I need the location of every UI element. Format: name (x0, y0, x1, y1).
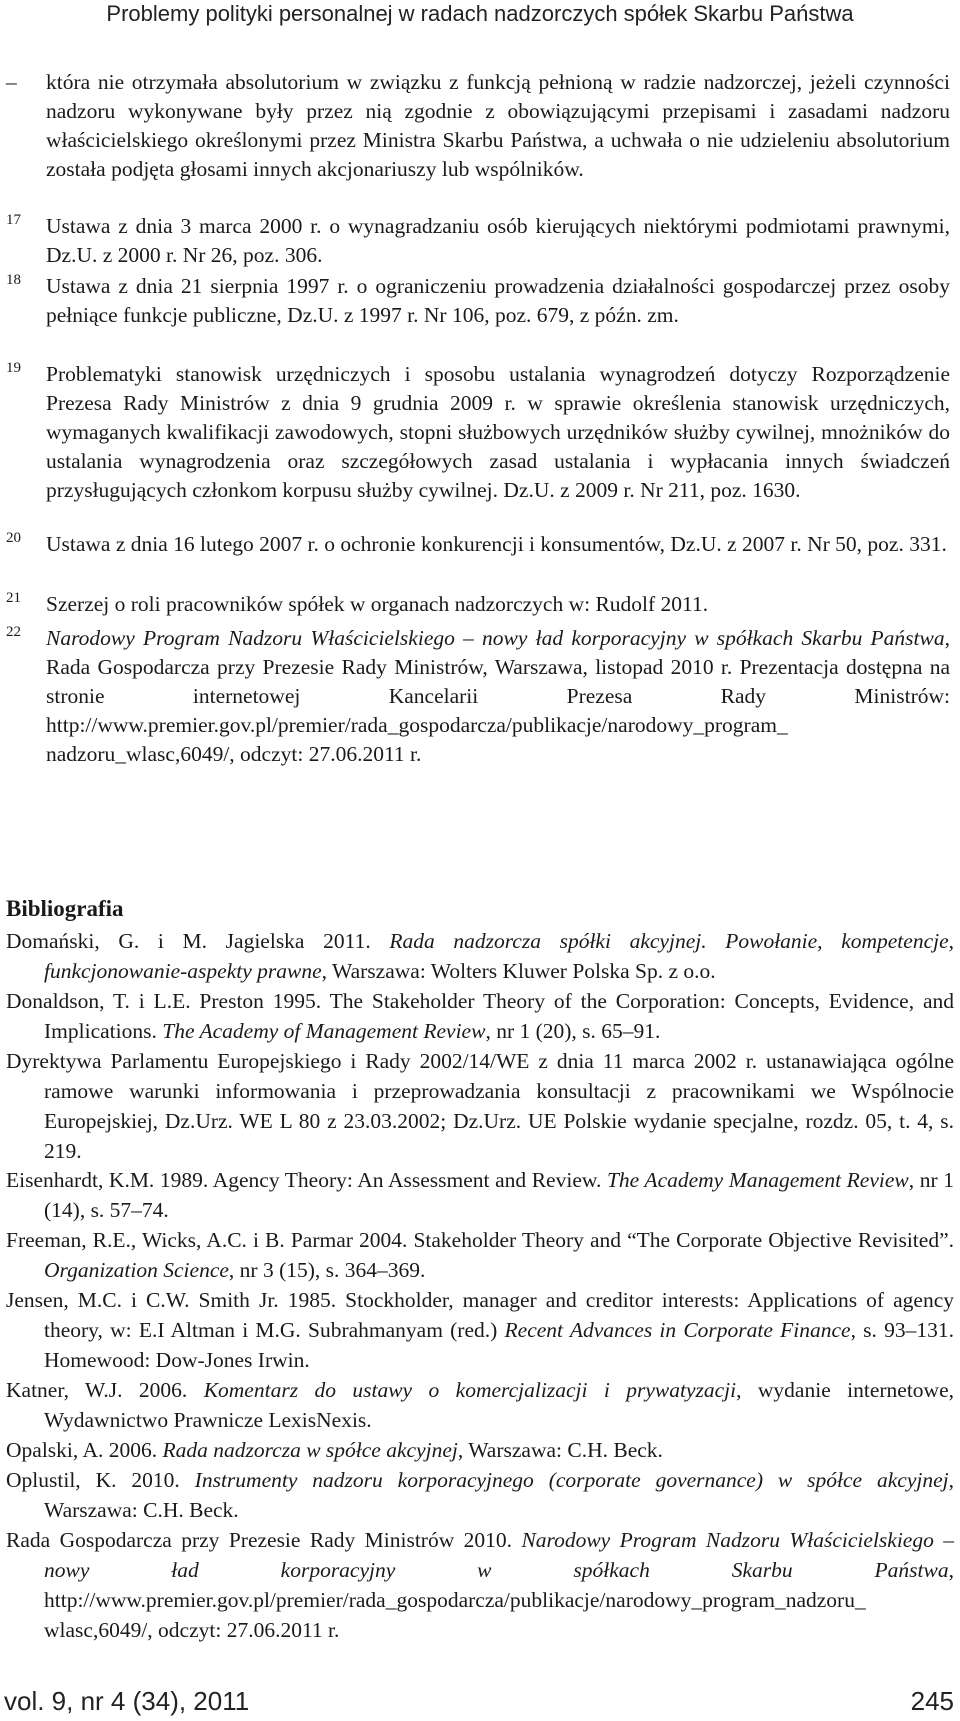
footnote-number: 17 (6, 212, 21, 228)
bib-title: Instrumenty nadzoru korporacyjnego (corporate governance) w spółce akcyjnej (194, 1468, 949, 1492)
running-header: Problemy polityki personalnej w radach nadzorczych spółek Skarbu Państwa (106, 1, 854, 26)
footnote-18 (0, 272, 960, 360)
bib-entry (6, 1525, 954, 1645)
footnote-number: 21 (6, 590, 21, 606)
bib-text: Domański, G. i M. Jagielska 2011. (6, 929, 390, 953)
bib-entry (6, 1225, 954, 1285)
footnote-19 (0, 360, 960, 530)
bib-text: , Warszawa: C.H. Beck. (457, 1438, 663, 1462)
footnote-number: 18 (6, 272, 21, 288)
footnote-21 (0, 590, 960, 620)
bib-text: Eisenhardt, K.M. 1989. Agency Theory: An Assessment and Review. (6, 1168, 607, 1192)
bib-text: Jensen, M.C. i C.W. Smith Jr. 1985. Stockholder, manager and creditor interests: Applications of agency theory, w: E.I Altman i M.G. Subrahmanyam (red.) (6, 1288, 954, 1342)
footnote-text (46, 624, 950, 769)
bib-entry (6, 1165, 954, 1225)
bib-text: Opalski, A. 2006. (6, 1438, 163, 1462)
footnote-continuation (0, 68, 960, 208)
bib-text: , s. 93–131. Homewood: Dow-Jones Irwin. (44, 1318, 955, 1372)
bib-title: The Academy of Management Review (162, 1019, 486, 1043)
footnote-22 (0, 624, 960, 766)
page-number: 245 (910, 1686, 954, 1716)
bib-text: , wydanie internetowe, Wydawnictwo Prawnicze LexisNexis. (44, 1378, 955, 1432)
footnote-rest: , Rada Gospodarcza przy Prezesie Rady Ministrów, Warszawa, listopad 2010 r. Prezentacja dostępna na stronie internetowej Kancelarii Prezesa Rady Ministrów: http://www.premier.gov.pl/premier/rada_gospodarcza/publikacje/narodowy_program_ nadzoru_wlasc,6049/, odczyt: 27.06.2011 r. (46, 626, 950, 766)
bib-entry (6, 1375, 954, 1435)
footnote-text: Ustawa z dnia 16 lutego 2007 r. o ochronie konkurencji i konsumentów, Dz.U. z 2007 r. Nr 50, poz. 331. (46, 532, 947, 556)
footnote-17 (0, 212, 960, 272)
footnote-number: 22 (6, 624, 21, 640)
bib-entry (6, 986, 954, 1046)
bib-title: Recent Advances in Corporate Finance (504, 1318, 851, 1342)
bib-title: Komentarz do ustawy o komercjalizacji i prywatyzacji (203, 1378, 737, 1402)
bib-entry (6, 1435, 954, 1465)
footnote-text: Ustawa z dnia 21 sierpnia 1997 r. o ograniczeniu prowadzenia działalności gospodarczej przez osoby pełniące funkcje publiczne, Dz.U. z 1997 r. Nr 106, poz. 679, z późn. zm. (46, 274, 950, 327)
footnote-number: 20 (6, 530, 21, 546)
footnote-dash: – (6, 70, 17, 94)
footnote-20 (0, 530, 960, 590)
bib-text: Oplustil, K. 2010. (6, 1468, 195, 1492)
bib-text: Katner, W.J. 2006. (6, 1378, 204, 1402)
footnote-number: 19 (6, 360, 21, 376)
journal-issue: vol. 9, nr 4 (34), 2011 (4, 1686, 250, 1716)
bib-title: The Academy Management Review (606, 1168, 909, 1192)
bib-text: , Warszawa: C.H. Beck. (44, 1468, 954, 1522)
footnote-text: która nie otrzymała absolutorium w związku z funkcją pełnioną w radzie nadzorczej, jeżeli czynności nadzoru wykonywane były przez nią zgodnie z obowiązującymi przepisami i zasadami nadzoru właścicielskiego określonymi przez Ministra Skarbu Państwa, a uchwała o nie udzieleniu absolutorium została podjęta głosami innych akcjonariuszy lub wspólników. (46, 70, 950, 181)
bib-entry (6, 1465, 954, 1525)
footnote-text: Szerzej o roli pracowników spółek w organach nadzorczych w: Rudolf 2011. (46, 592, 709, 616)
bib-title: Rada nadzorcza spółki akcyjnej. Powołanie, kompetencje, funkcjonowanie-aspekty prawne (44, 929, 955, 983)
bib-entry (6, 1046, 954, 1166)
footnote-text: Problematyki stanowisk urzędniczych i sposobu ustalania wynagrodzeń dotyczy Rozporządzenie Prezesa Rady Ministrów z dnia 9 grudnia 2009 r. w sprawie określenia stanowisk urzędniczych, wymaganych kwalifikacji zawodowych, stopni służbowych urzędników służby cywilnej, mnożników do ustalania wynagrodzenia oraz szczegółowych zasad ustalania i wypłacania innych świadczeń przysługujących członkom korpusu służby cywilnej. Dz.U. z 2009 r. Nr 211, poz. 1630. (46, 362, 950, 502)
bib-text: , nr 3 (15), s. 364–369. (228, 1258, 426, 1282)
bib-text: Donaldson, T. i L.E. Preston 1995. The Stakeholder Theory of the Corporation: Concepts, Evidence, and Implications. (6, 989, 954, 1043)
bib-text: , nr 1 (20), s. 65–91. (485, 1019, 661, 1043)
bib-title: Organization Science (44, 1258, 229, 1282)
bib-text: Freeman, R.E., Wicks, A.C. i B. Parmar 2004. Stakeholder Theory and “The Corporate Objective Revisited”. (6, 1228, 954, 1252)
bib-entry (6, 926, 954, 986)
bib-entry (6, 1285, 954, 1375)
bib-title: Rada nadzorcza w spółce akcyjnej (162, 1438, 458, 1462)
bib-text: , Warszawa: Wolters Kluwer Polska Sp. z o.o. (321, 959, 716, 983)
footnote-italic-title: Narodowy Program Nadzoru Właścicielskiego – nowy ład korporacyjny w spółkach Skarbu Państwa (46, 626, 945, 650)
bibliography-heading: Bibliografia (6, 896, 124, 921)
bib-text: , http://www.premier.gov.pl/premier/rada_gospodarcza/publikacje/narodowy_program_nadzoru_ wlasc,6049/, odczyt: 27.06.2011 r. (44, 1558, 954, 1642)
footnote-text: Ustawa z dnia 3 marca 2000 r. o wynagradzaniu osób kierujących niektórymi podmiotami prawnymi, Dz.U. z 2000 r. Nr 26, poz. 306. (46, 214, 950, 267)
bib-text: Dyrektywa Parlamentu Europejskiego i Rady 2002/14/WE z dnia 11 marca 2002 r. ustanawiająca ogólne ramowe warunki informowania i przeprowadzania konsultacji z pracownikami we Wspólnocie Europejskiej, Dz.Urz. WE L 80 z 23.03.2002; Dz.Urz. UE Polskie wydanie specjalne, rozdz. 05, t. 4, s. 219. (6, 1049, 954, 1163)
bib-title: Narodowy Program Nadzoru Właścicielskiego – nowy ład korporacyjny w spółkach Skarbu Państwa (44, 1528, 954, 1582)
bib-text: Rada Gospodarcza przy Prezesie Rady Ministrów 2010. (6, 1528, 522, 1552)
bib-text: , nr 1 (14), s. 57–74. (44, 1168, 954, 1222)
